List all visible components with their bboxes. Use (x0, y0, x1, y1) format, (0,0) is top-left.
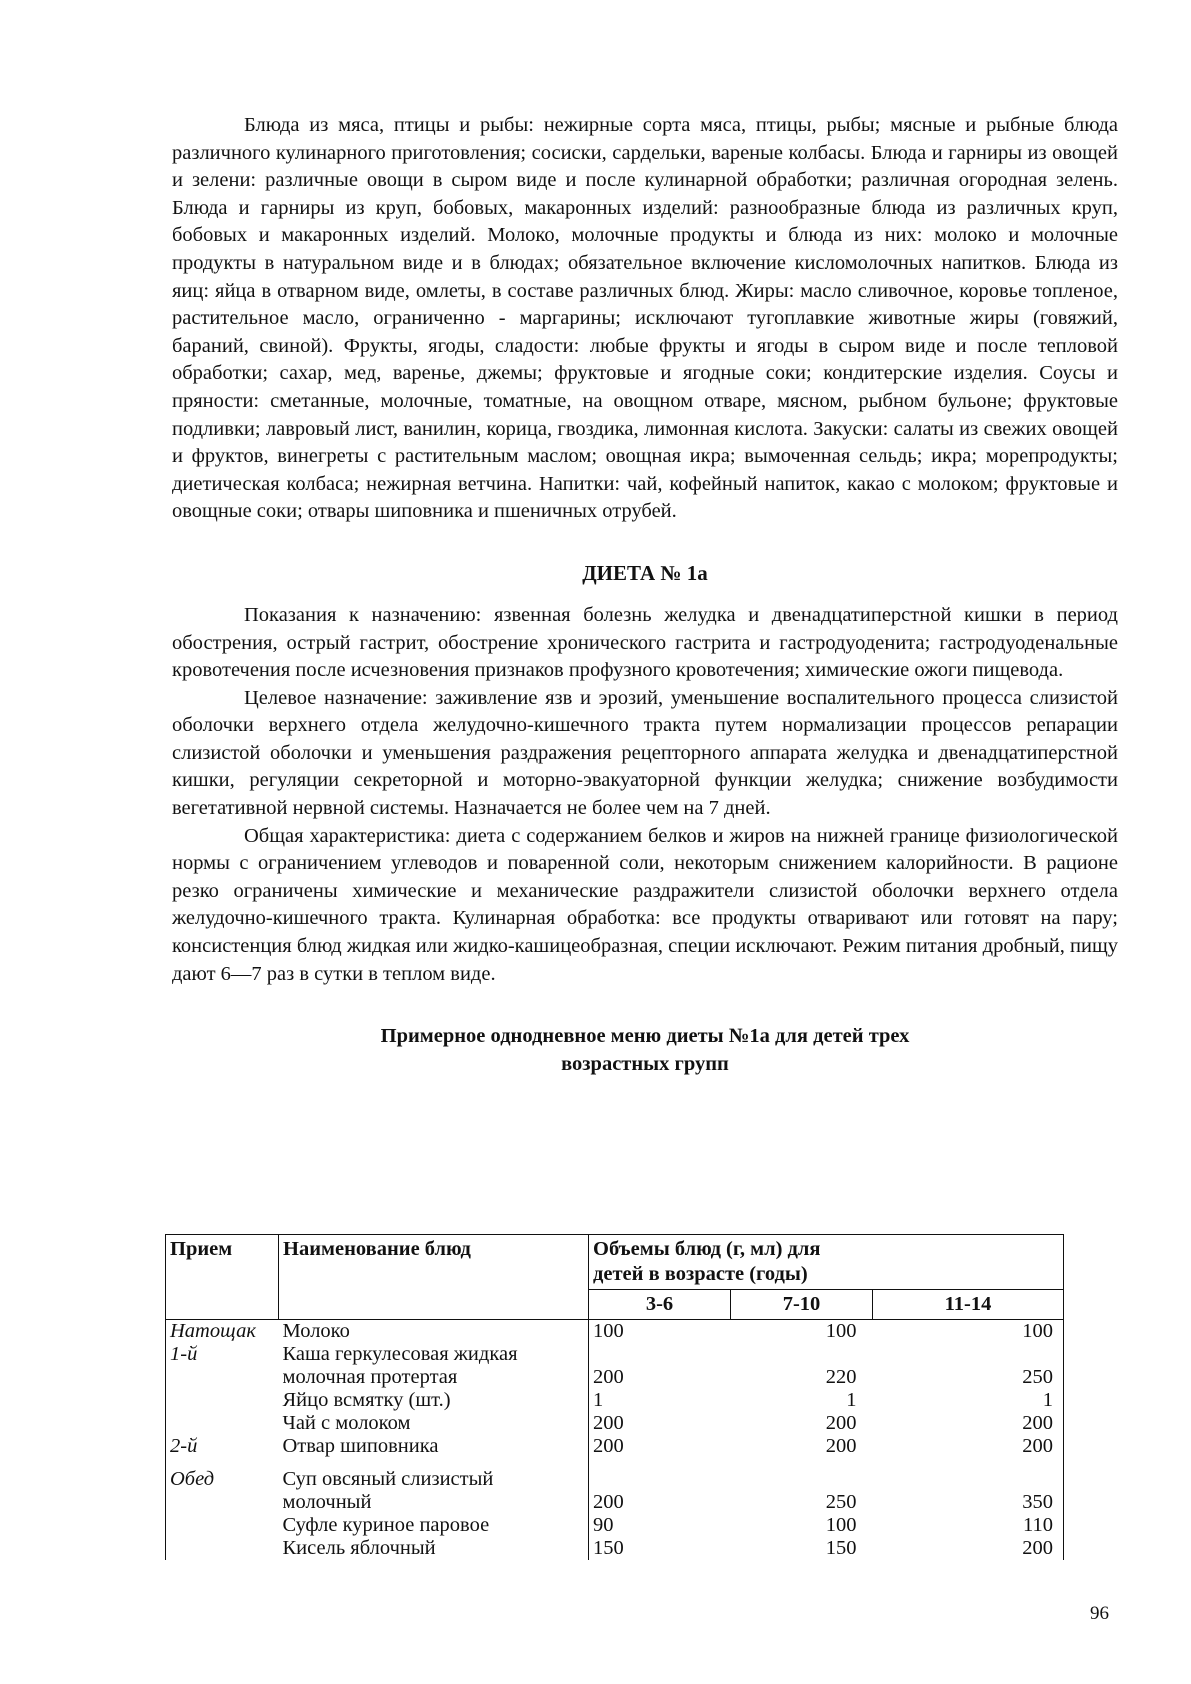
dish-cell: Каша геркулесовая жидкая молочная протертая (282, 1343, 518, 1388)
meal-cell: 1-й (166, 1343, 279, 1389)
volume-11-14: 350 (873, 1458, 1064, 1514)
header-age-11-14: 11-14 (873, 1290, 1064, 1320)
header-volume-line2: детей в возрасте (годы) (593, 1263, 808, 1285)
dish-cell: Чай с молоком (282, 1412, 411, 1434)
diet-title: ДИЕТА № 1а (582, 560, 708, 585)
volume-3-6: 100 (589, 1320, 731, 1344)
meal-cell (166, 1412, 279, 1435)
table-row (166, 1537, 1064, 1560)
volume-7-10: 1 (846, 1389, 857, 1411)
volume-7-10: 150 (825, 1537, 857, 1559)
indications-paragraph: Показания к назначению: язвенная болезнь желудка и двенадцатиперстной кишки в период обострения, острый гастрит, обострение хронического гастрита и гастродуоденита; гастродуоденальные кровотечения после исчезновения признаков профузного кровотечения; химические ожоги пищевода. (172, 603, 1118, 682)
table-row (166, 1320, 1064, 1344)
menu-table-body (166, 1320, 1064, 1561)
header-age-3-6: 3-6 (589, 1290, 731, 1320)
menu-title-line2: возрастных групп (561, 1053, 729, 1076)
dish-cell: Яйцо всмятку (шт.) (282, 1389, 451, 1411)
volume-11-14: 100 (873, 1320, 1064, 1344)
document-body (172, 112, 1118, 1078)
volume-11-14: 200 (873, 1412, 1064, 1435)
header-volume-line1: Объемы блюд (г, мл) для (593, 1238, 821, 1260)
menu-table-wrap (165, 1234, 1063, 1560)
intro-paragraph: Блюда из мяса, птицы и рыбы: нежирные сорта мяса, птицы, рыбы; мясные и рыбные блюда различного кулинарного приготовления; сосиски, сардельки, вареные колбасы. Блюда и гарниры из овощей и зелени: различные овощи в сыром виде и после кулинарной обработки; различная огородная зелень. Блюда и гарниры из круп, бобовых, макаронных изделий: разнообразные блюда из различных круп, бобовых и макаронных изделий. Молоко, молочные продукты и блюда из них: молоко и молочные продукты в натуральном виде и в блюдах; обязательное включение кисломолочных напитков. Блюда из яиц: яйца в отварном виде, омлеты, в составе различных блюд. Жиры: масло сливочное, коровье топленое, растительное масло, ограниченно - маргарины; исключают тугоплавкие животные жиры (говяжий, бараний, свиной). Фрукты, ягоды, сладости: любые фрукты и ягоды в сыром виде и после тепловой обработки; сахар, мед, варенье, джемы; фруктовые и ягодные соки; кондитерские изделия. Соусы и пряности: сметанные, молочные, томатные, на овощном отваре, мясном, рыбном бульоне; фруктовые подливки; лавровый лист, ванилин, корица, гвоздика, лимонная кислота. Закуски: салаты из свежих овощей и фруктов, винегреты с растительным маслом; овощная икра; вымоченная сельдь; икра; морепродукты; диетическая колбаса; нежирная ветчина. Напитки: чай, кофейный напиток, какао с молоком; фруктовые и овощные соки; отвары шиповника и пшеничных отрубей. (172, 114, 1118, 523)
volume-3-6: 200 (589, 1412, 731, 1435)
table-row (166, 1412, 1064, 1435)
header-age-7-10: 7-10 (731, 1290, 873, 1320)
meal-cell (166, 1537, 279, 1560)
volume-3-6: 200 (589, 1458, 731, 1514)
volume-11-14: 200 (873, 1435, 1064, 1458)
volume-3-6: 200 (589, 1343, 731, 1389)
meal-cell: Натощак (166, 1320, 279, 1344)
table-row (166, 1389, 1064, 1412)
meal-cell: 2-й (166, 1435, 279, 1458)
volume-3-6: 1 (589, 1389, 731, 1412)
table-row (166, 1458, 1064, 1514)
characteristics-paragraph: Общая характеристика: диета с содержанием белков и жиров на нижней границе физиологической нормы с ограничением углеводов и поваренной соли, некоторым снижением калорийности. В рационе резко ограничены химические и механические раздражители слизистой оболочки верхнего отдела желудочно-кишечного тракта. Кулинарная обработка: все продукты отваривают или готовят на пару; консистенция блюд жидкая или жидко-кашицеобразная, специи исключают. Режим питания дробный, пищу дают 6—7 раз в сутки в теплом виде. (172, 824, 1118, 985)
menu-title-line1: Примерное однодневное меню диеты №1а для детей трех (380, 1025, 910, 1048)
volume-11-14: 250 (873, 1343, 1064, 1389)
page-number: 96 (1090, 1603, 1109, 1624)
volume-11-14: 1 (873, 1389, 1064, 1412)
table-row (166, 1514, 1064, 1537)
meal-cell (166, 1514, 279, 1537)
dish-cell: Суфле куриное паровое (282, 1514, 490, 1536)
table-row (166, 1435, 1064, 1458)
volume-7-10: 200 (825, 1412, 857, 1434)
header-meal: Прием (166, 1235, 279, 1320)
dish-cell: Кисель яблочный (282, 1537, 436, 1559)
volume-3-6: 90 (589, 1514, 731, 1537)
table-row (166, 1343, 1064, 1389)
volume-3-6: 200 (589, 1435, 731, 1458)
dish-cell: Суп овсяный слизистый молочный (282, 1468, 494, 1513)
dish-cell: Отвар шиповника (282, 1435, 439, 1457)
purpose-paragraph: Целевое назначение: заживление язв и эрозий, уменьшение воспалительного процесса слизистой оболочки верхнего отдела желудочно-кишечного тракта путем нормализации процессов репарации слизистой оболочки и уменьшения раздражения рецепторного аппарата желудка и двенадцатиперстной кишки, регуляции секреторной и моторно-эвакуаторной функции желудка; снижение возбудимости вегетативной нервной системы. Назначается не более чем на 7 дней. (172, 686, 1118, 820)
meal-cell (166, 1389, 279, 1412)
volume-7-10: 220 (825, 1366, 857, 1388)
volume-7-10: 200 (825, 1435, 857, 1457)
volume-3-6: 150 (589, 1537, 731, 1560)
header-dish: Наименование блюд (279, 1235, 589, 1320)
volume-7-10: 250 (825, 1491, 857, 1513)
volume-11-14: 200 (873, 1537, 1064, 1560)
dish-cell: Молоко (282, 1320, 350, 1342)
header-volume (589, 1235, 1064, 1290)
menu-title (172, 1022, 1118, 1078)
volume-11-14: 110 (873, 1514, 1064, 1537)
meal-cell: Обед (166, 1458, 279, 1514)
menu-table (165, 1234, 1064, 1560)
volume-7-10: 100 (825, 1320, 857, 1342)
volume-7-10: 100 (825, 1514, 857, 1536)
